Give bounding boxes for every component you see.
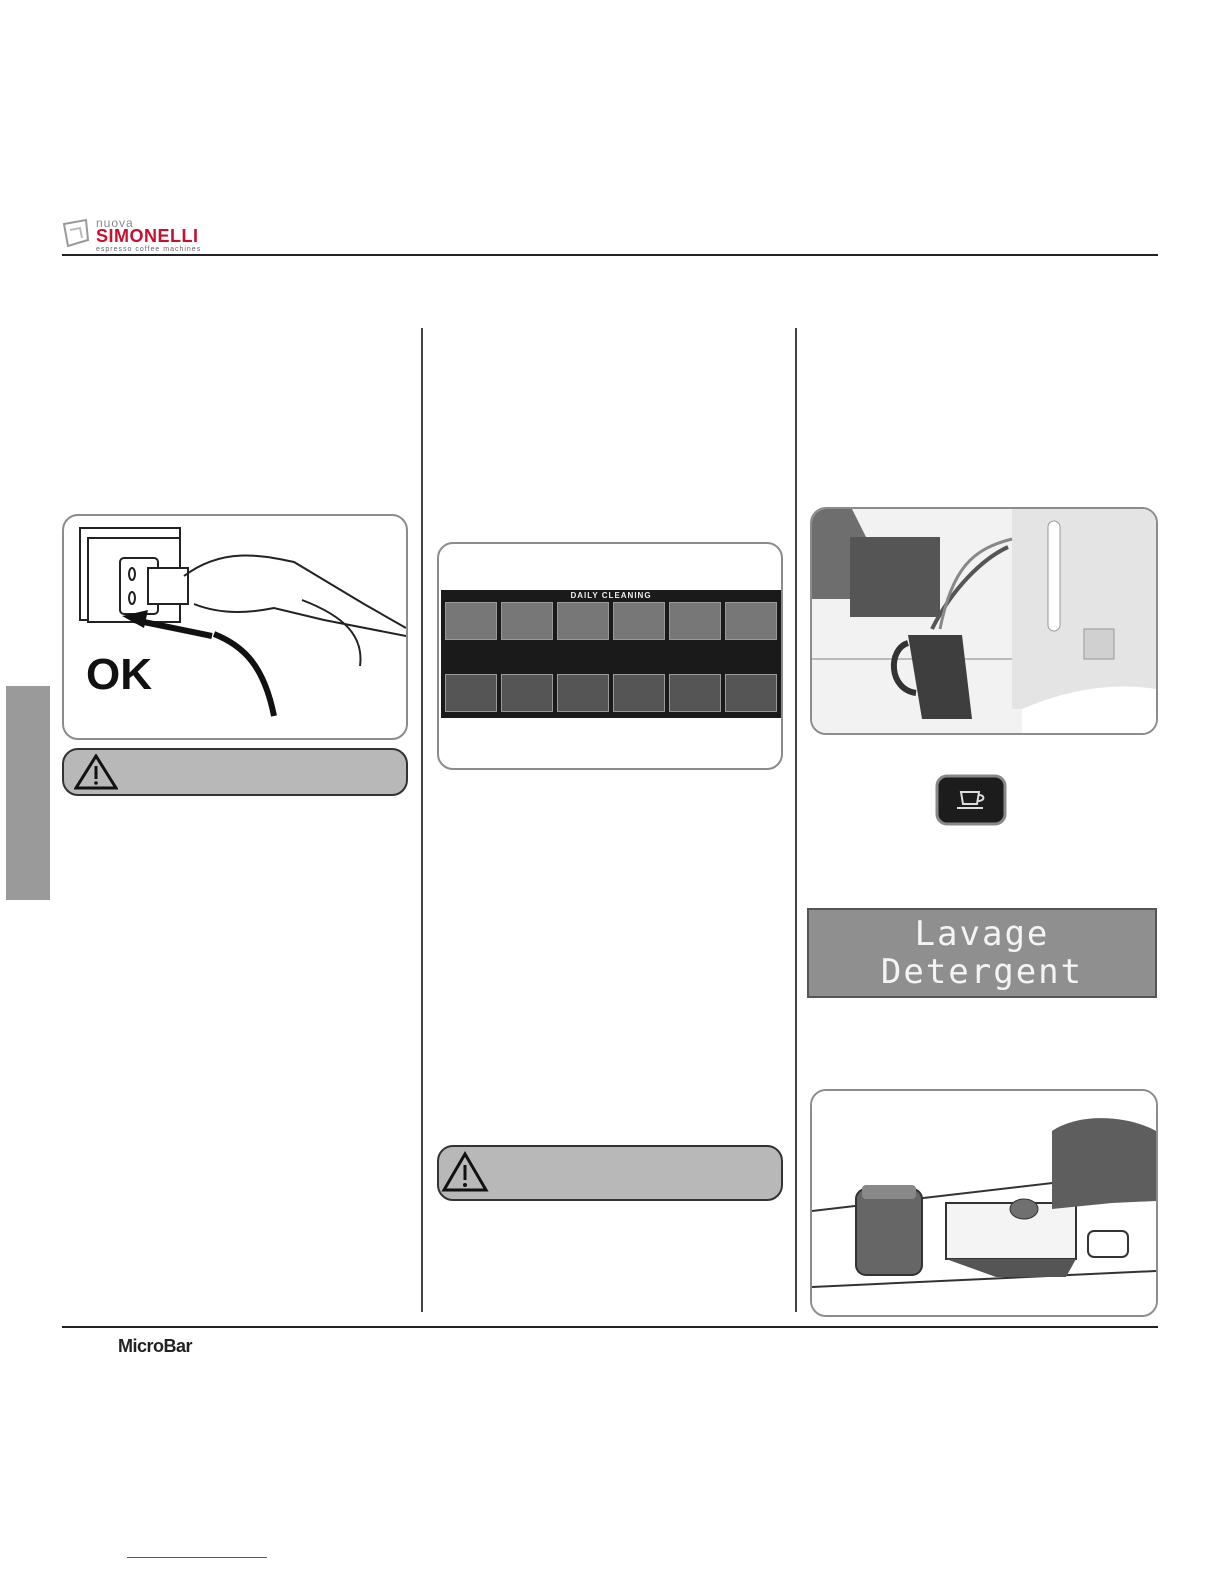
section-side-tab (6, 686, 50, 900)
header-rule (62, 254, 1158, 256)
daily-cleaning-figure (437, 542, 783, 770)
step-thumbnail (725, 602, 777, 640)
lcd-display (807, 908, 1157, 998)
detergent-pour-icon (812, 509, 1156, 733)
step-thumbnail (557, 674, 609, 712)
step-thumbnail (613, 602, 665, 640)
warning-bar-left (62, 748, 408, 796)
logo-brand-text: SIMONELLI (96, 226, 199, 246)
logo-mark-icon (60, 218, 92, 250)
tablet-insert-icon (812, 1091, 1156, 1315)
daily-cleaning-title: DAILY CLEANING (570, 591, 652, 600)
coffee-cup-button[interactable] (935, 774, 1007, 826)
step-thumbnail (613, 674, 665, 712)
step-thumbnail (445, 674, 497, 712)
tablet-insert-illustration (810, 1089, 1158, 1317)
step-thumbnail (669, 674, 721, 712)
step-thumbnail (669, 602, 721, 640)
step-thumbnail (445, 602, 497, 640)
ok-label: OK (86, 650, 152, 699)
column-divider-1 (421, 328, 423, 1312)
step-thumbnail (725, 674, 777, 712)
coffee-cup-icon (935, 774, 1007, 826)
warning-triangle-icon (441, 1151, 489, 1193)
lcd-line-1: Lavage (914, 914, 1050, 954)
logo-small-text: nuova (96, 216, 134, 230)
footer-brand: MicroBar (118, 1336, 193, 1356)
daily-cleaning-panel (441, 590, 781, 718)
step-thumbnail (557, 602, 609, 640)
brand-logo (60, 216, 260, 256)
step-thumbnail (501, 602, 553, 640)
warning-bar-middle (437, 1145, 783, 1201)
warning-triangle-icon (74, 754, 118, 790)
unplug-illustration (62, 514, 408, 740)
detergent-pour-illustration (810, 507, 1158, 735)
lcd-line-2: Detergent (880, 952, 1084, 992)
plug-socket-hand-icon (64, 516, 406, 738)
footer-rule (62, 1326, 1158, 1328)
footer-link-underline[interactable] (127, 1557, 267, 1558)
logo-tagline: espresso coffee machines (96, 246, 202, 253)
step-thumbnail (501, 674, 553, 712)
column-divider-2 (795, 328, 797, 1312)
